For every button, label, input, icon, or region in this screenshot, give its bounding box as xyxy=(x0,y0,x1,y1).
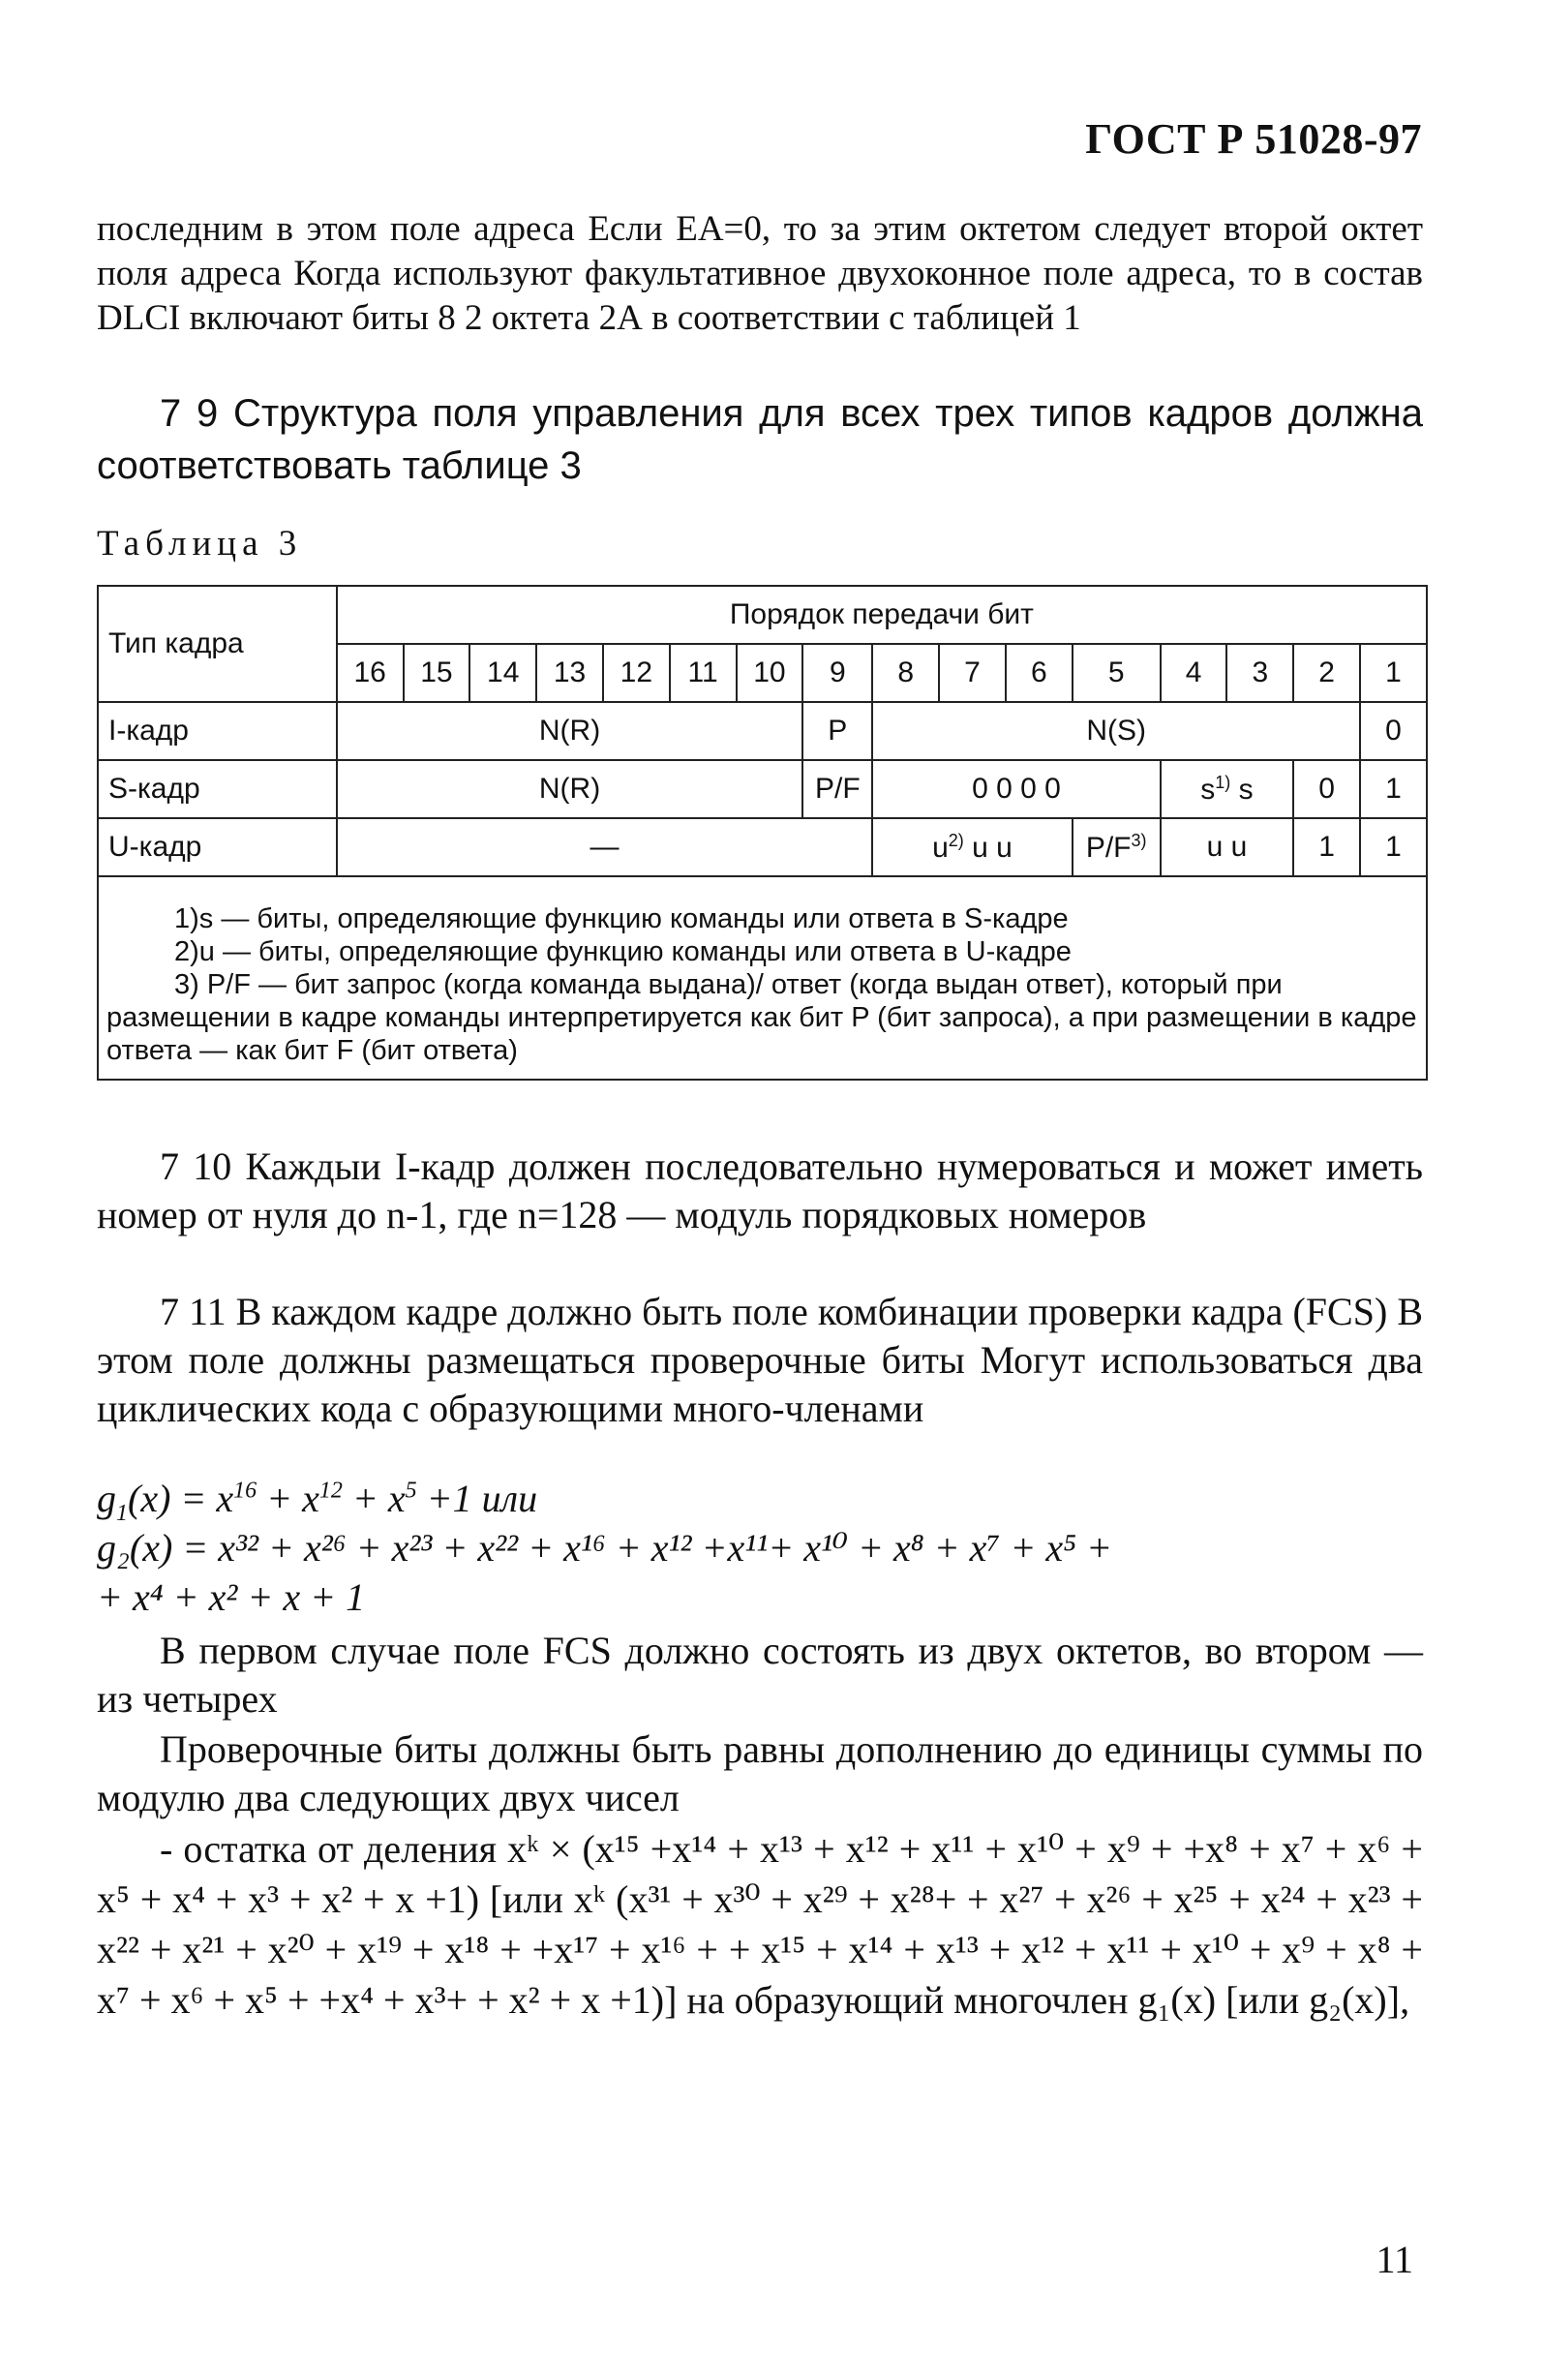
col-type-header: Тип кадра xyxy=(98,586,337,702)
section-7-10: 7 10 Каждыи I-кадр должен последовательно нумероваться и может иметь номер от нуля до n-1, где n=128 — модуль порядковых номеров xyxy=(97,1144,1423,1236)
bit-number: 16 xyxy=(337,644,404,702)
bit-number: 14 xyxy=(469,644,536,702)
bit-1-value: 0 xyxy=(1360,702,1427,760)
section-7-9: 7 9 Структура поля управления для всех трех типов кадров должна соответствовать таблице 3 xyxy=(97,392,1423,487)
bit-number: 7 xyxy=(939,644,1006,702)
bit-number: 2 xyxy=(1293,644,1360,702)
u-bits: u u xyxy=(1161,818,1294,876)
table-caption: Таблица 3 xyxy=(97,524,303,564)
table-header-row xyxy=(98,586,1427,644)
footnote-ref: 2) xyxy=(948,830,964,850)
bit-2-value: 1 xyxy=(1293,818,1360,876)
formula-term: + x xyxy=(342,1477,406,1520)
bit-number: 11 xyxy=(670,644,737,702)
bit-1-value: 1 xyxy=(1360,760,1427,818)
section-7-11: 7 11 В каждом кадре должно быть поле комбинации проверки кадра (FCS) В этом поле должны размещаться проверочные биты Могут использоваться два циклических кода с образующими много-членами xyxy=(97,1290,1423,1430)
fcs-size-paragraph: В первом случае поле FCS должно состоять из двух октетов, во втором — из четырех xyxy=(97,1629,1423,1721)
bit-number: 6 xyxy=(1006,644,1073,702)
footnote-ref: 3) xyxy=(1131,830,1147,850)
bit-number: 5 xyxy=(1073,644,1161,702)
table-notes xyxy=(98,876,1427,1080)
s-bits xyxy=(1161,760,1294,818)
pf-field xyxy=(1073,818,1161,876)
footnote-ref: 1) xyxy=(1215,772,1231,792)
bit-1-value: 1 xyxy=(1360,818,1427,876)
s-bit: s xyxy=(1200,773,1216,806)
s-frame-row xyxy=(98,760,1427,818)
control-field-table xyxy=(97,585,1428,1081)
zero-bits: 0 0 0 0 xyxy=(872,760,1160,818)
notes-row xyxy=(98,876,1427,1080)
note-2: 2)u — биты, определяющие функцию команды или ответа в U-кадре xyxy=(174,936,1072,967)
bit-2-value: 0 xyxy=(1293,760,1360,818)
i-frame-row xyxy=(98,702,1427,760)
bit-number: 9 xyxy=(802,644,872,702)
col-order-header: Порядок передачи бит xyxy=(337,586,1427,644)
u-frame-row xyxy=(98,818,1427,876)
u-bits xyxy=(872,818,1072,876)
bit-number: 15 xyxy=(404,644,470,702)
u-bit: u u xyxy=(963,831,1013,864)
bit-number: 13 xyxy=(536,644,603,702)
ns-field: N(S) xyxy=(872,702,1360,760)
exponent: 5 xyxy=(405,1478,417,1504)
dash-field: — xyxy=(337,818,873,876)
page-number: 11 xyxy=(1376,2238,1413,2281)
note-3: 3) P/F — бит запрос (когда команда выдана)/ ответ (когда выдан ответ), который при размещении в кадре команды интерпретируется как бит P (бит запроса), а при размещении в кадре ответа — как бит F (бит ответа) xyxy=(106,969,1417,1066)
note-1: 1)s — биты, определяющие функцию команды или ответа в S-кадре xyxy=(174,903,1069,934)
intro-paragraph: последним в этом поле адреса Если EA=0, то за этим октетом следует второй октет поля адреса Когда используют факультативное двухоконное поле адреса, то в состав DLCI включают биты 8 2 октета 2А в соответствии с таблицей 1 xyxy=(97,209,1423,338)
pf-label: P/F xyxy=(1085,831,1132,864)
formula-g2-line-2: + x⁴ + x² + x + 1 xyxy=(97,1575,366,1619)
remainder-paragraph: - остатка от деления xᵏ × (x¹⁵ +x¹⁴ + x¹³ + x¹² + x¹¹ + x¹⁰ + x⁹ + +x⁸ + x⁷ + x⁶ + x⁵ + x⁴ + x³ + x² + x +1) [или xᵏ (x³¹ + x³⁰ + x²⁹ + x²⁸+ + x²⁷ + x²⁶ + x²⁵ + x²⁴ + x²³ + x²² + x²¹ + x²⁰ + x¹⁹ + x¹⁸ + +x¹⁷ + x¹⁶ + + x¹⁵ + x¹⁴ + x¹³ + x¹² + x¹¹ + x¹⁰ + x⁹ + x⁸ + x⁷ + x⁶ + x⁵ + +x⁴ + x³+ + x² + x +1)] на образующий многочлен g₁(x) [или g₂(x)], xyxy=(97,1827,1423,2022)
standard-header: ГОСТ Р 51028-97 xyxy=(1085,115,1422,163)
bit-number: 1 xyxy=(1360,644,1427,702)
p-field: P xyxy=(802,702,872,760)
formula-g1 xyxy=(97,1476,537,1527)
formula-term: + x xyxy=(257,1477,319,1520)
nr-field: N(R) xyxy=(337,702,803,760)
bit-number: 3 xyxy=(1226,644,1293,702)
bit-number: 10 xyxy=(737,644,803,702)
u-bit: u xyxy=(932,831,949,864)
frame-type: U-кадр xyxy=(98,818,337,876)
formula-g1-name: g xyxy=(97,1477,116,1520)
bit-number: 8 xyxy=(872,644,939,702)
formula-g1-lhs: (x) = x xyxy=(128,1477,234,1520)
frame-type: I-кадр xyxy=(98,702,337,760)
frame-type: S-кадр xyxy=(98,760,337,818)
check-bits-paragraph: Проверочные биты должны быть равны дополнению до единицы суммы по модулю два следующих двух чисел xyxy=(97,1727,1423,1819)
pf-field: P/F xyxy=(802,760,872,818)
formula-g2-line-1: g₂(x) = x³² + x²⁶ + x²³ + x²² + x¹⁶ + x¹² +x¹¹+ x¹⁰ + x⁸ + x⁷ + x⁵ + xyxy=(97,1526,1112,1570)
nr-field: N(R) xyxy=(337,760,803,818)
formula-g1-index: 1 xyxy=(116,1501,128,1526)
bit-number: 4 xyxy=(1161,644,1227,702)
exponent: 12 xyxy=(318,1478,343,1504)
s-bit: s xyxy=(1230,773,1254,806)
formula-tail: +1 или xyxy=(416,1477,538,1520)
exponent: 16 xyxy=(233,1478,257,1504)
bit-number: 12 xyxy=(603,644,670,702)
